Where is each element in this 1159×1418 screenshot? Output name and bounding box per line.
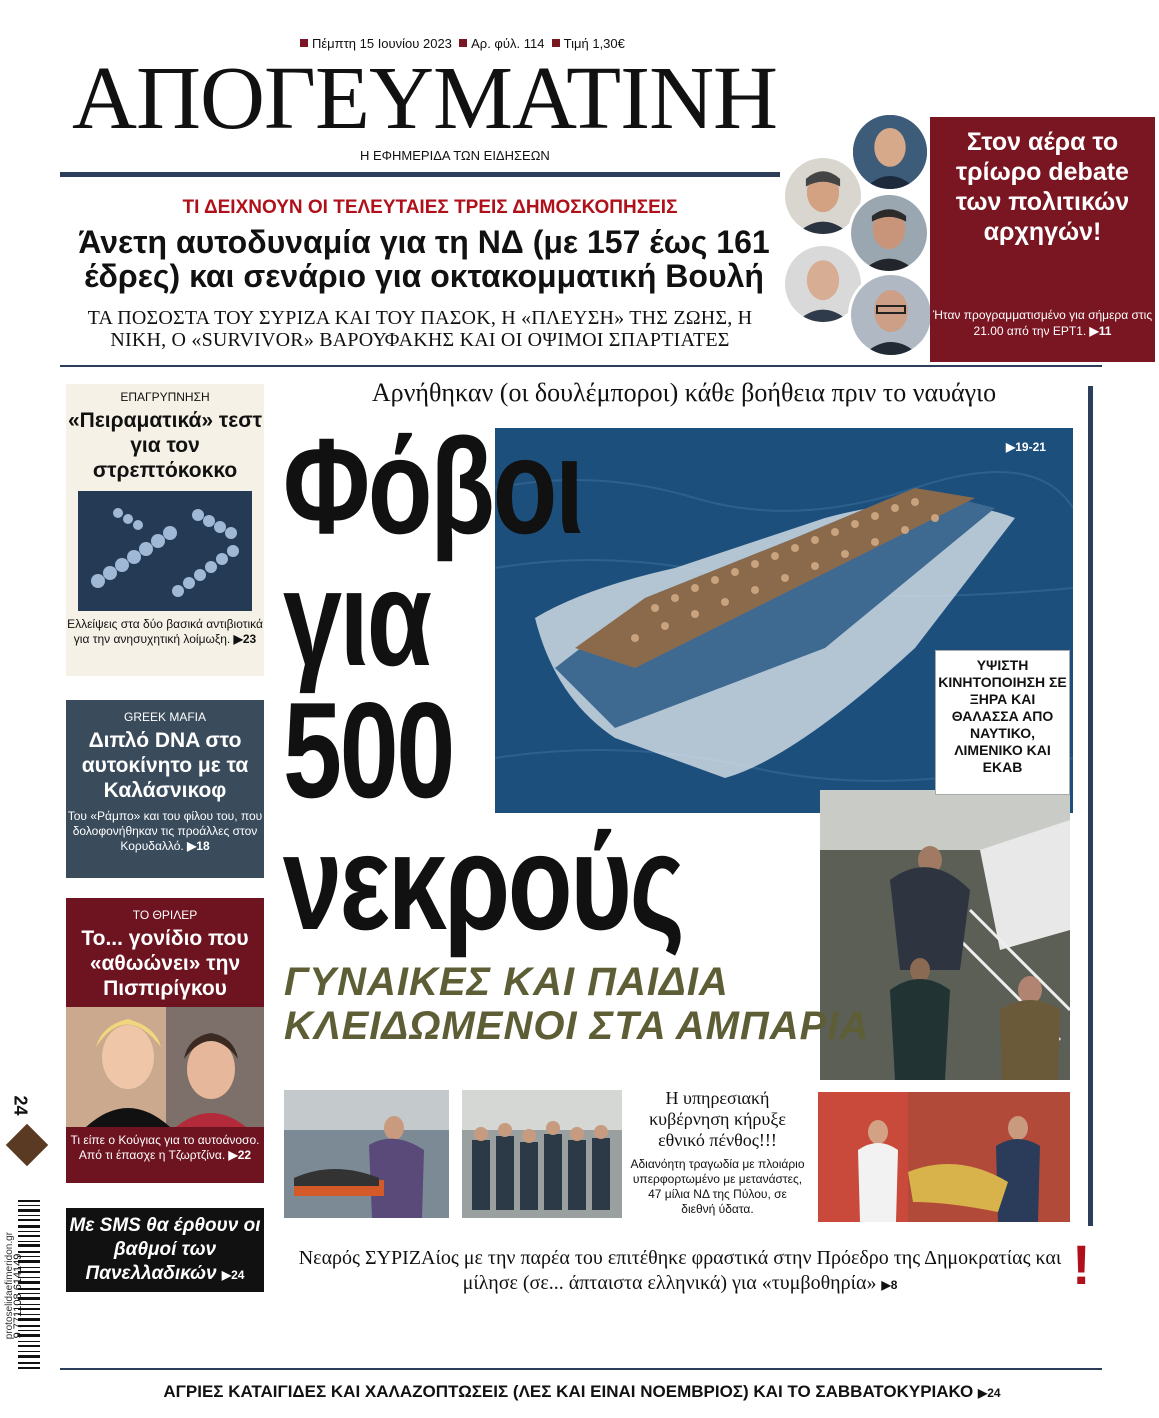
debate-headline: Στον αέρα το τρίωρο debate των πολιτικών αρχηγών! <box>955 128 1130 246</box>
sidebar-note: Του «Ράμπο» και του φίλου του, που δολοφονήθηκαν τις προάλλες στον Κορυδαλλό. ▶18 <box>67 809 263 853</box>
sidebar-headline: «Πειραματικά» τεστ για τον στρεπτόκοκκο <box>67 409 263 482</box>
syriza-page-ref: 8 <box>890 1278 898 1292</box>
sidebar-page-ref: 22 <box>237 1148 252 1162</box>
sidebar-headline: Με SMS θα έρθουν οι βαθμοί των Πανελλαδικών ▶24 <box>69 1215 261 1284</box>
stretcher-photo <box>284 1090 449 1218</box>
sidebar-note: Τι είπε ο Κούγιας για το αυτοάνοσο. Από τι έπασχε η Τζωρτζίνα. ▶22 <box>70 1133 260 1162</box>
lead-vertical-rule <box>1088 386 1093 1226</box>
syriza-story: Νεαρός ΣΥΡΙΖΑίος με την παρέα του επιτέθηκε φραστικά στην Πρόεδρο της Δημοκρατίας και μίλησε (σε... άπταιστα ελληνικά) για «τυμβοθηρία» ▶8 <box>298 1247 1062 1294</box>
watermark: protoselidaefimeridon.gr <box>4 1232 15 1340</box>
sidebar-story-thriller <box>66 898 264 1183</box>
polls-headline: Άνετη αυτοδυναμία για τη ΝΔ (με 157 έως 161 έδρες) και σενάριο για οκτακομματική Βουλή <box>78 224 770 294</box>
lead-headline-line: για <box>283 542 430 694</box>
lead-headline-line: 500 <box>283 674 453 826</box>
lead-headline <box>283 410 704 958</box>
polls-subheadline: ΤΑ ΠΟΣΟΣΤΑ ΤΟΥ ΣΥΡΙΖΑ ΚΑΙ ΤΟΥ ΠΑΣΟΚ, Η «ΠΛΕΥΣΗ» ΤΗΣ ΖΩΗΣ, Η ΝΙΚΗ, Ο «SURVIVOR» ΒΑΡΟΥΦΑΚΗΣ ΚΑΙ ΟΙ ΟΨΙΜΟΙ ΣΠΑΡΤΙΑΤΕΣ <box>87 307 753 351</box>
politician-portrait <box>848 272 934 358</box>
bacteria-image <box>78 491 252 611</box>
issue-price: Τιμή 1,30€ <box>563 36 625 51</box>
sidebar-headline: Το... γονίδιο που «αθωώνει» την Πισπιρίγκου <box>81 927 249 1000</box>
sidebar-page-ref: 24 <box>231 1268 245 1282</box>
sidebar-kicker: ΤΟ ΘΡΙΛΕΡ <box>132 908 198 922</box>
masthead-rule <box>60 172 780 177</box>
issue-number: Αρ. φύλ. 114 <box>471 36 545 51</box>
politician-portrait <box>850 112 930 192</box>
page-ref-arrow-icon: ▶ <box>228 1148 238 1162</box>
polls-kicker: ΤΙ ΔΕΙΧΝΟΥΝ ΟΙ ΤΕΛΕΥΤΑΙΕΣ ΤΡΕΙΣ ΔΗΜΟΣΚΟΠΗΣΕΙΣ <box>182 197 678 218</box>
sidebar-kicker: GREEK MAFIA <box>123 710 206 724</box>
debate-note: Ήταν προγραμματισμένο για σήμερα στις 21.00 από την ΕΡΤ1. ▶11 <box>932 308 1153 338</box>
thriller-photo <box>66 1007 264 1127</box>
barcode-number: 9 771108 614149 <box>12 1253 24 1339</box>
page-ref-arrow-icon: ▶ <box>881 1278 891 1292</box>
newspaper-title: ΑΠΟΓΕΥΜΑΤΙΝΗ <box>72 49 778 148</box>
sidebar-story-strep <box>66 384 264 676</box>
weather-page-ref: 24 <box>987 1386 1001 1400</box>
survivors-photo <box>462 1090 622 1218</box>
page-ref-arrow-icon: ▶ <box>978 1386 988 1400</box>
bottom-rule <box>60 1368 1102 1370</box>
exclamation-mark: ! <box>1072 1233 1091 1296</box>
page-ref-arrow-icon: ▶ <box>1006 440 1016 454</box>
debate-box <box>930 117 1155 362</box>
sidebar-story-mafia <box>66 700 264 878</box>
lead-overline: Αρνήθηκαν (οι δουλέμποροι) κάθε βοήθεια πριν το ναυάγιο <box>371 378 997 407</box>
medics-photo <box>818 1092 1070 1222</box>
diamond-icon <box>6 1124 48 1166</box>
page-ref-arrow-icon: ▶ <box>221 1268 232 1282</box>
page-ref-arrow-icon: ▶ <box>187 839 197 853</box>
issue-date: Πέμπτη 15 Ιουνίου 2023 <box>312 36 452 51</box>
page-ref-arrow-icon: ▶ <box>233 632 243 646</box>
debate-page-ref: 11 <box>1098 324 1112 338</box>
mobilization-callout: ΥΨΙΣΤΗ ΚΙΝΗΤΟΠΟΙΗΣΗ ΣΕ ΞΗΡΑ ΚΑΙ ΘΑΛΑΣΣΑ ΑΠΟ ΝΑΥΤΙΚΟ, ΛΙΜΕΝΙΚΟ ΚΑΙ ΕΚΑΒ <box>935 650 1070 795</box>
sidebar-headline: Διπλό DNA στο αυτοκίνητο με τα Καλάσνικοφ <box>81 729 249 802</box>
lead-page-ref: ▶19-21 <box>1006 440 1046 454</box>
page-ref-arrow-icon: ▶ <box>1089 324 1099 338</box>
lead-headline-line: νεκρούς <box>283 806 683 958</box>
weather-story: ΑΓΡΙΕΣ ΚΑΤΑΙΓΙΔΕΣ ΚΑΙ ΧΑΛΑΖΟΠΤΩΣΕΙΣ (ΛΕΣ ΚΑΙ ΕΙΝΑΙ ΝΟΕΜΒΡΙΟΣ) ΚΑΙ ΤΟ ΣΑΒΒΑΤΟΚΥΡΙΑΚΟ ▶24 <box>163 1382 1001 1401</box>
lead-headline-line: Φόβοι <box>283 410 583 562</box>
sidebar-page-ref: 23 <box>242 632 257 646</box>
sidebar-story-exams <box>66 1208 264 1292</box>
sidebar-page-ref: 18 <box>196 839 210 853</box>
mourning-block <box>630 1088 805 1217</box>
mourning-note: Αδιανόητη τραγωδία με πλοιάριο υπερφορτωμένο με μετανάστες, 47 μίλια ΝΔ της Πύλου, σε διεθνή ύδατα. <box>630 1157 805 1216</box>
lead-subhead: ΓΥΝΑΙΚΕΣ ΚΑΙ ΠΑΙΔΙΑ ΚΛΕΙΔΩΜΕΝΟΙ ΣΤΑ ΑΜΠΑΡΙΑ <box>284 960 870 1048</box>
mourning-headline: Η υπηρεσιακή κυβέρνηση κήρυξε εθνικό πένθος!!! <box>649 1088 786 1150</box>
section-rule <box>60 365 1102 367</box>
politician-portrait <box>848 192 930 274</box>
sidebar-kicker: ΕΠΑΓΡΥΠΝΗΣΗ <box>120 390 210 404</box>
issue-code: 24 <box>10 1095 31 1116</box>
newspaper-tagline: Η ΕΦΗΜΕΡΙΔΑ ΤΩΝ ΕΙΔΗΣΕΩΝ <box>360 148 550 163</box>
sidebar-note: Ελλείψεις στα δύο βασικά αντιβιοτικά για την ανησυχητική λοίμωξη. ▶23 <box>67 617 263 646</box>
